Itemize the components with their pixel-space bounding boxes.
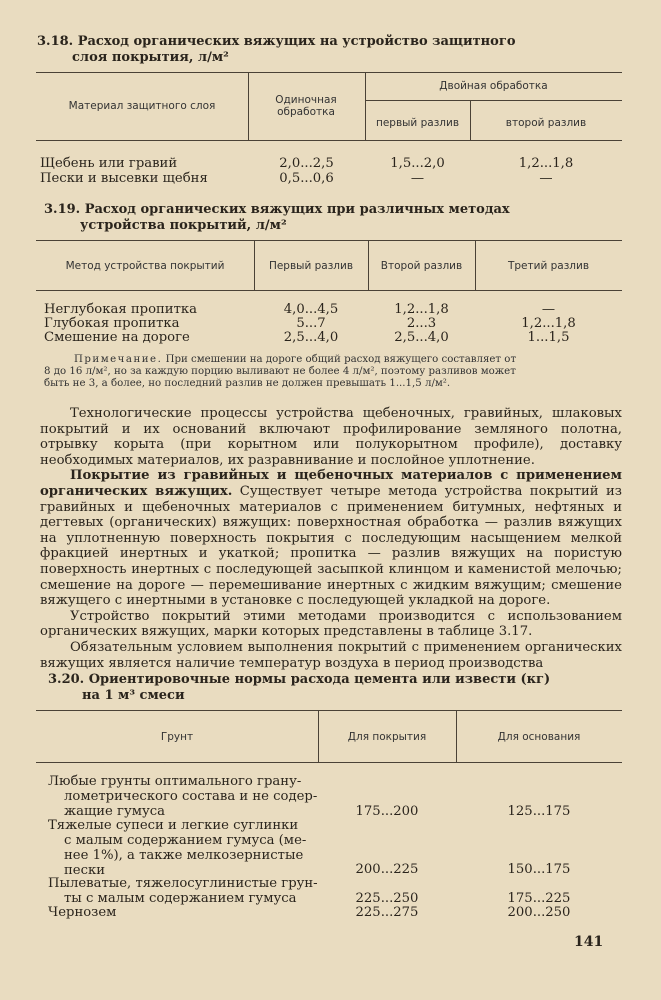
cell-soil-line: с малым содержанием гумуса (ме- [64,833,307,848]
table-320-header-cover: Для покрытия [347,731,427,743]
cell-material: Щебень или гравий [40,156,178,171]
cell-base: 175...225 [507,891,571,906]
paragraph-text: Существует четыре метода устройства покрытий из гравийных и щебеночных материалов с применением битумных, нефтяных и дегтевых (органических) вяжущих: поверхностная обработка — разлив вяжущих на уплотненную поверхность покрытия с последующим насыщением мелкой фракцией инертных и укаткой; пропитка — разлив вяжущих на пористую поверхность инертных с последующей засыпкой клинцом и каменистой мелочью; смешение на дороге — перемешивание инертных с жидким вяжущим; смешение вяжущего с инертными в установке с последующей укладкой на дороге. [40,483,623,609]
table-318-header-double: Двойная обработка [439,80,548,92]
cell-first: 2,5...4,0 [283,330,339,345]
cell-cover: 225...250 [355,891,419,906]
table-320-head-rule [36,762,622,763]
cell-soil-line: Любые грунты оптимального грану- [48,774,302,789]
table-319-head-rule [36,290,622,291]
cell-first: 4,0...4,5 [283,302,339,317]
cell-soil-line: ты с малым содержанием гумуса [64,891,297,906]
cell-third: — [541,302,556,317]
cell-second: 2...3 [406,316,437,331]
cell-second: 1,2...1,8 [394,302,449,317]
table-319-header-second: Второй разлив [380,260,463,272]
table-319-header-method: Метод устройства покрытий [65,260,225,272]
paragraph [40,468,622,608]
cell-soil-line: жащие гумуса [64,804,165,819]
page-number: 141 [574,934,604,950]
body-text [40,406,622,671]
cell-first: — [410,171,425,186]
paragraph: Технологические процессы устройства щебеночных, гравийных, шлаковых покрытий и их оснований включают профилирование земляного полотна, отрывку корыта (при корытном или полукорытном профиле), доставку необходимых материалов, их разравнивание и послойное уплотнение. [40,406,622,468]
table-319-note-line1 [74,354,516,367]
cell-first: 5...7 [296,316,326,331]
cell-method: Глубокая пропитка [44,316,180,331]
cell-method: Смешение на дороге [44,330,190,345]
cell-single: 2,0...2,5 [279,156,334,171]
cell-soil-line: Чернозем [48,905,117,920]
table-319-title-line2: устройства покрытий, л/м² [80,218,287,233]
paragraph: Обязательным условием выполнения покрытий с применением органических вяжущих является наличие температур воздуха в период производства [40,639,622,671]
table-320-top-rule [36,710,622,711]
cell-second: 2,5...4,0 [394,330,449,345]
table-318-title-line2: слоя покрытия, л/м² [72,50,229,65]
table-320-title-line2: на 1 м³ смеси [82,688,185,703]
table-318-header-material: Материал защитного слоя [68,100,216,112]
cell-second: — [539,171,553,186]
table-320-title-line1: 3.20. Ориентировочные нормы расхода цемента или извести (кг) [48,672,551,687]
table-318-header-single: Одиночная обработка [275,94,337,118]
table-318-header-first: первый разлив [375,117,460,129]
table-319-note-line2: 8 до 16 л/м², но за каждую порцию выливают не более 4 л/м², поэтому разливов может [44,366,516,377]
cell-soil-line: пески [64,863,106,878]
cell-method: Неглубокая пропитка [44,302,197,317]
cell-soil-line: Пылеватые, тяжелосуглинистые грун- [48,876,318,891]
cell-third: 1,2...1,8 [521,316,576,331]
cell-third: 1...1,5 [527,330,570,345]
table-319-note-line3: быть не 3, а более, но последний разлив не должен превышать 1...1,5 л/м². [44,378,451,389]
table-320-header-soil: Грунт [160,731,194,743]
paragraph: Устройство покрытий этими методами производится с использованием органических вяжущих, марки которых представлены в таблице 3.17. [40,608,622,640]
cell-soil-line: нее 1%), а также мелкозернистые [64,848,304,863]
table-318-top-rule [36,72,622,73]
cell-soil-line: Тяжелые супеси и легкие суглинки [48,818,299,833]
table-318-header-second: второй разлив [505,117,587,129]
table-319-header-third: Третий разлив [507,260,590,272]
cell-first: 1,5...2,0 [390,156,445,171]
note-text: При смешении на дороге общий расход вяжущего составляет от [165,354,517,365]
cell-cover: 225...275 [355,905,419,920]
cell-cover: 175...200 [355,804,419,819]
cell-cover: 200...225 [355,862,419,877]
cell-base: 125...175 [507,804,571,819]
paragraph-heading: Покрытие из гравийных и щебеночных материалов с применением органических вяжущих. [40,468,622,499]
cell-base: 200...250 [507,905,571,920]
cell-soil-line: лометрического состава и не содер- [64,789,318,804]
table-318-divider [248,72,249,140]
cell-base: 150...175 [507,862,571,877]
note-label: Примечание. [74,354,163,365]
cell-second: 1,2...1,8 [518,156,574,171]
table-318-head-rule [36,140,622,141]
table-319-top-rule [36,240,622,241]
table-319-header-first: Первый разлив [268,260,354,272]
table-320-header-base: Для основания [497,731,581,743]
table-319-title-line1: 3.19. Расход органических вяжущих при различных методах [44,202,510,217]
table-318-sub-rule [365,100,622,101]
cell-material: Пески и высевки щебня [40,171,208,186]
cell-single: 0,5...0,6 [279,171,334,186]
table-318-title-line1: 3.18. Расход органических вяжущих на устройство защитного [37,34,516,49]
